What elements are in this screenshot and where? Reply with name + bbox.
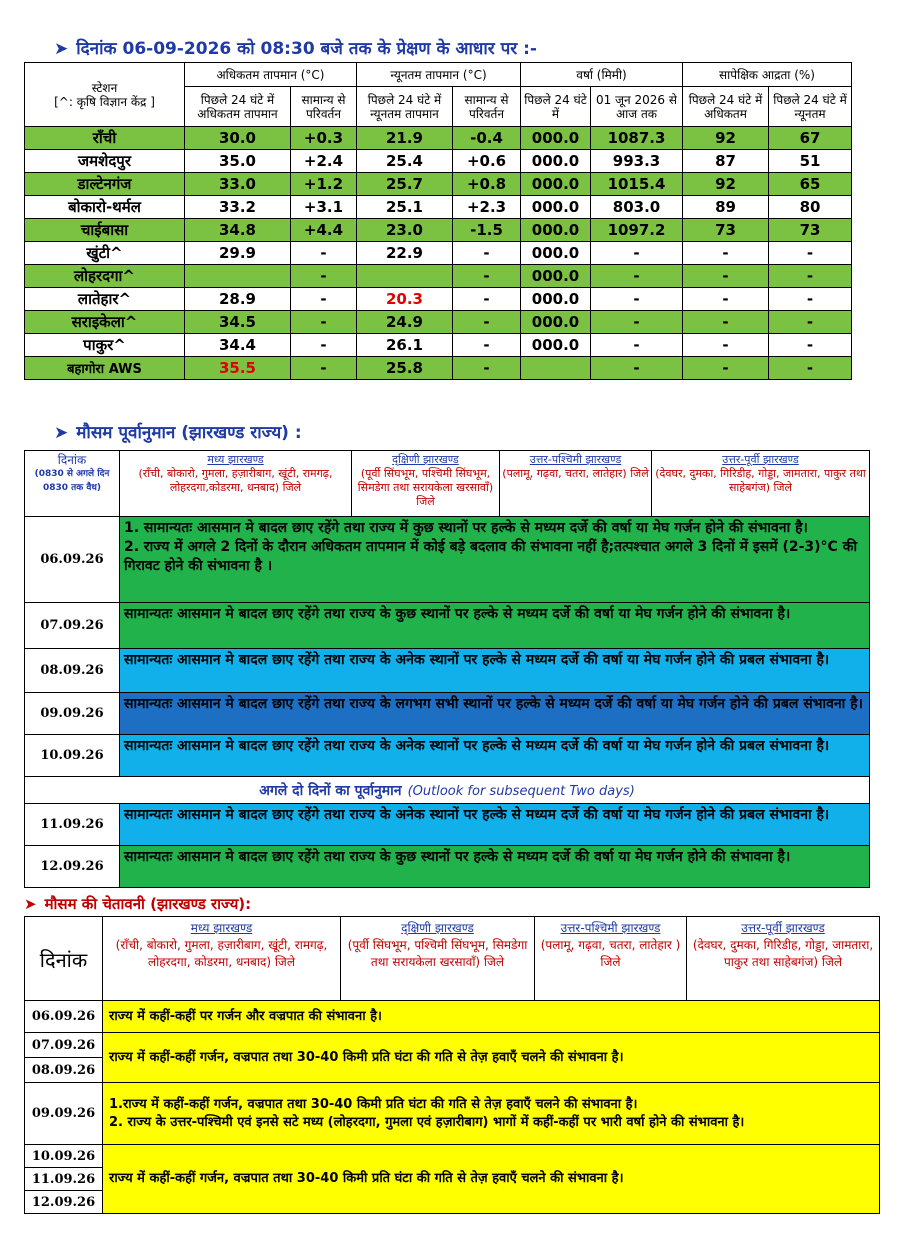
obs-value: - [291, 357, 357, 380]
obs-value: 000.0 [521, 150, 591, 173]
subhead: पिछले 24 घंटे में [521, 87, 591, 127]
station-row [25, 173, 852, 196]
subhead: 01 जून 2026 से आज तक [591, 87, 683, 127]
obs-value: 33.2 [185, 196, 291, 219]
warning-text: राज्य में कहीं-कहीं गर्जन, वज्रपात तथा 30-40 किमी प्रति घंटा की गति से तेज़ हवाएँ चलने की संभावना है। [103, 1145, 880, 1214]
warning-date: 07.09.26 [25, 1033, 103, 1058]
rain-group: वर्षा (मिमी) [521, 63, 683, 87]
forecast-text: सामान्यतः आसमान मे बादल छाए रहेंगे तथा राज्य के अनेक स्थानों पर हल्के से मध्यम दर्जे की वर्षा या मेघ गर्जन होने की प्रबल संभावना है। [120, 649, 870, 693]
obs-value: - [769, 242, 852, 265]
obs-value: - [683, 334, 769, 357]
obs-value: - [591, 242, 683, 265]
obs-value: - [453, 357, 521, 380]
obs-value: 000.0 [521, 173, 591, 196]
warn-region-central: मध्य झारखण्ड (राँची, बोकारो, गुमला, हज़ारीबाग, खूंटी, रामगढ़, लोहरदगा, कोडरमा, धनबाद) जिले [103, 917, 341, 1001]
arrow-bullet-icon: ➤ [54, 423, 69, 443]
warn-region-south: द्क्षिणी झारखण्ड (पूर्वी सिंघभूम, पश्चिमी सिंघभूम, सिमडेगा तथा सरायकेला खरसावाँ) जिले [341, 917, 535, 1001]
obs-value: +2.3 [453, 196, 521, 219]
region-central: मध्य झारखण्ड (राँची, बोकारो, गुमला, हज़ारीबाग, खूंटी, रामगढ़, लोहरदगा,कोडरमा, धनबाद) जिले [120, 451, 352, 517]
obs-value: 67 [769, 127, 852, 150]
station-name: सराइकेला^ [25, 311, 185, 334]
subhead: पिछले 24 घंटे में अधिकतम तापमान [185, 87, 291, 127]
obs-value: 80 [769, 196, 852, 219]
obs-value: 29.9 [185, 242, 291, 265]
observation-table [24, 62, 852, 380]
warning-date: 06.09.26 [25, 1001, 103, 1033]
obs-value: 25.7 [357, 173, 453, 196]
station-row [25, 219, 852, 242]
obs-value: - [291, 242, 357, 265]
obs-value: 1015.4 [591, 173, 683, 196]
obs-value: 000.0 [521, 265, 591, 288]
obs-value: - [769, 265, 852, 288]
warning-text: 1.राज्य में कहीं-कहीं गर्जन, वज्रपात तथा 30-40 किमी प्रति घंटा की गति से तेज़ हवाएँ चलने की संभावना है। 2. राज्य के उत्तर-पश्चिमी एवं इनसे सटे मध्य (लोहरदगा, गुमला एवं हज़ारीबाग) भागों में कहीं-कहीं पर भारी वर्षा होने की संभावना है। [103, 1083, 880, 1145]
region-south: द्क्षिणी झारखण्ड (पूर्वी सिंघभूम, पश्चिमी सिंघभूम, सिमडेगा तथा सरायकेला खरसावाँ) जिले [352, 451, 500, 517]
arrow-bullet-icon: ➤ [54, 39, 69, 59]
obs-value: +1.2 [291, 173, 357, 196]
subhead: पिछले 24 घंटे में अधिकतम [683, 87, 769, 127]
obs-value: - [453, 265, 521, 288]
obs-value: 89 [683, 196, 769, 219]
obs-value: 803.0 [591, 196, 683, 219]
obs-value: - [453, 242, 521, 265]
obs-value: - [683, 357, 769, 380]
station-row [25, 196, 852, 219]
warning-date: 12.09.26 [25, 1191, 103, 1214]
forecast-date-header: दिनांक (0830 से अगले दिन 0830 तक वैध) [25, 451, 120, 517]
obs-value: - [591, 357, 683, 380]
station-header: स्टेशन [^: कृषि विज्ञान केंद्र ] [25, 63, 185, 127]
warning-heading [24, 894, 251, 914]
region-north-east: उत्तर-पूर्वी झारखण्ड (देवघर, दुमका, गिरिडीह, गोड्डा, जामतारा, पाकुर तथा साहेबगंज) जिले [652, 451, 870, 517]
obs-value: - [291, 265, 357, 288]
obs-value: 92 [683, 173, 769, 196]
obs-value: 33.0 [185, 173, 291, 196]
station-row [25, 311, 852, 334]
obs-value: 35.0 [185, 150, 291, 173]
obs-value: 28.9 [185, 288, 291, 311]
warn-region-north-east: उत्तर-पूर्वी झारखण्ड (देवघर, दुमका, गिरिडीह, गोड्डा, जामतारा, पाकुर तथा साहेबगंज) जिले [687, 917, 880, 1001]
forecast-text: सामान्यतः आसमान मे बादल छाए रहेंगे तथा राज्य के अनेक स्थानों पर हल्के से मध्यम दर्जे की वर्षा या मेघ गर्जन होने की प्रबल संभावना है। [120, 804, 870, 846]
forecast-date: 12.09.26 [25, 846, 120, 888]
humidity-group: सापेक्षिक आद्रता (%) [683, 63, 852, 87]
obs-value: 21.9 [357, 127, 453, 150]
obs-value: +0.8 [453, 173, 521, 196]
subhead: पिछले 24 घंटे में न्यूनतम तापमान [357, 87, 453, 127]
obs-value: 65 [769, 173, 852, 196]
forecast-text: सामान्यतः आसमान मे बादल छाए रहेंगे तथा राज्य के लगभग सभी स्थानों पर हल्के से मध्यम दर्जे की वर्षा या मेघ गर्जन होने की प्रबल संभावना है। [120, 693, 870, 735]
station-name: लोहरदगा^ [25, 265, 185, 288]
subhead: पिछले 24 घंटे में न्यूनतम [769, 87, 852, 127]
observation-heading [54, 36, 537, 59]
obs-value: 30.0 [185, 127, 291, 150]
subhead: सामान्य से परिवर्तन [453, 87, 521, 127]
warning-date: 09.09.26 [25, 1083, 103, 1145]
obs-value: 993.3 [591, 150, 683, 173]
obs-value: +2.4 [291, 150, 357, 173]
forecast-date: 11.09.26 [25, 804, 120, 846]
obs-value: +4.4 [291, 219, 357, 242]
obs-value: 000.0 [521, 288, 591, 311]
station-name: लातेहार^ [25, 288, 185, 311]
obs-value: - [291, 311, 357, 334]
obs-value: 73 [769, 219, 852, 242]
obs-value: +0.6 [453, 150, 521, 173]
obs-value: +3.1 [291, 196, 357, 219]
warning-text: राज्य में कहीं-कहीं पर गर्जन और वज्रपात की संभावना है। [103, 1001, 880, 1033]
obs-value: - [591, 311, 683, 334]
warning-date-header: दिनांक [25, 917, 103, 1001]
obs-value: 34.8 [185, 219, 291, 242]
forecast-text: 1. सामान्यतः आसमान मे बादल छाए रहेंगे तथा राज्य में कुछ स्थानों पर हल्के से मध्यम दर्जे की वर्षा या मेघ गर्जन होने की संभावना है। 2. राज्य में अगले 2 दिनों के दौरान अधिकतम तापमान में कोई बड़े बदलाव की संभावना नहीं है;तत्पश्चात अगले 3 दिनों में इसमें (2-3)°C की गिरावट होने की संभावना है । [120, 517, 870, 603]
obs-value: 000.0 [521, 196, 591, 219]
warning-table [24, 916, 880, 1214]
obs-value: - [769, 334, 852, 357]
obs-value: 25.4 [357, 150, 453, 173]
outlook-heading: अगले दो दिनों का पूर्वानुमान (Outlook for subsequent Two days) [25, 777, 870, 804]
obs-value: 000.0 [521, 127, 591, 150]
max-temp-group: अधिकतम तापमान (°C) [185, 63, 357, 87]
obs-value: - [591, 334, 683, 357]
obs-value: - [591, 265, 683, 288]
obs-value: 23.0 [357, 219, 453, 242]
obs-value: 25.1 [357, 196, 453, 219]
forecast-heading [54, 420, 302, 443]
obs-value: 22.9 [357, 242, 453, 265]
forecast-date: 07.09.26 [25, 603, 120, 649]
obs-value [185, 265, 291, 288]
forecast-date: 10.09.26 [25, 735, 120, 777]
obs-value: - [591, 288, 683, 311]
forecast-text: सामान्यतः आसमान मे बादल छाए रहेंगे तथा राज्य के कुछ स्थानों पर हल्के से मध्यम दर्जे की वर्षा या मेघ गर्जन होने की संभावना है। [120, 603, 870, 649]
station-row [25, 334, 852, 357]
station-name: बोकारो-थर्मल [25, 196, 185, 219]
obs-value: - [769, 357, 852, 380]
station-row [25, 127, 852, 150]
region-north-west: उत्तर-पश्चिमी झारखण्ड (पलामू, गढ़वा, चतरा, लातेहार) जिले [500, 451, 652, 517]
warn-region-north-west: उत्तर-पश्चिमी झारखण्ड (पलामू, गढ़वा, चतरा, लातेहार ) जिले [535, 917, 687, 1001]
obs-value: 1087.3 [591, 127, 683, 150]
obs-value: 1097.2 [591, 219, 683, 242]
obs-value: 51 [769, 150, 852, 173]
obs-value: 35.5 [185, 357, 291, 380]
obs-value: 000.0 [521, 334, 591, 357]
obs-value: 34.5 [185, 311, 291, 334]
forecast-text: सामान्यतः आसमान मे बादल छाए रहेंगे तथा राज्य के अनेक स्थानों पर हल्के से मध्यम दर्जे की वर्षा या मेघ गर्जन होने की प्रबल संभावना है। [120, 735, 870, 777]
obs-value: 20.3 [357, 288, 453, 311]
station-row [25, 150, 852, 173]
obs-value: 34.4 [185, 334, 291, 357]
station-row [25, 242, 852, 265]
warning-text: राज्य में कहीं-कहीं गर्जन, वज्रपात तथा 30-40 किमी प्रति घंटा की गति से तेज़ हवाएँ चलने की संभावना है। [103, 1033, 880, 1083]
obs-value: 26.1 [357, 334, 453, 357]
obs-value: 24.9 [357, 311, 453, 334]
obs-value: 73 [683, 219, 769, 242]
obs-value: -0.4 [453, 127, 521, 150]
obs-value: 87 [683, 150, 769, 173]
obs-value: 000.0 [521, 219, 591, 242]
warning-title: मौसम की चेतावनी (झारखण्ड राज्य): [44, 895, 252, 913]
obs-value: - [291, 288, 357, 311]
obs-value [357, 265, 453, 288]
forecast-title: मौसम पूर्वानुमान (झारखण्ड राज्य) : [76, 423, 302, 443]
station-row [25, 357, 852, 380]
obs-value: +0.3 [291, 127, 357, 150]
forecast-date: 08.09.26 [25, 649, 120, 693]
obs-value: 92 [683, 127, 769, 150]
obs-value: - [683, 288, 769, 311]
station-name: पाकुर^ [25, 334, 185, 357]
obs-value: 25.8 [357, 357, 453, 380]
station-name: चाईबासा [25, 219, 185, 242]
station-row [25, 265, 852, 288]
forecast-date: 06.09.26 [25, 517, 120, 603]
min-temp-group: न्यूनतम तापमान (°C) [357, 63, 521, 87]
warning-date: 10.09.26 [25, 1145, 103, 1168]
station-row [25, 288, 852, 311]
subhead: सामान्य से परिवर्तन [291, 87, 357, 127]
arrow-bullet-icon: ➤ [24, 895, 37, 913]
station-name: खुंटी^ [25, 242, 185, 265]
obs-value: - [769, 288, 852, 311]
obs-value [521, 357, 591, 380]
station-name: बहागोरा AWS [25, 357, 185, 380]
forecast-date: 09.09.26 [25, 693, 120, 735]
obs-value: - [683, 311, 769, 334]
obs-value: 000.0 [521, 242, 591, 265]
obs-value: - [453, 311, 521, 334]
obs-value: - [683, 265, 769, 288]
obs-value: 000.0 [521, 311, 591, 334]
station-name: डाल्टेनगंज [25, 173, 185, 196]
obs-value: - [769, 311, 852, 334]
observation-title: दिनांक 06-09-2026 को 08:30 बजे तक के प्रेक्षण के आधार पर :- [76, 39, 537, 59]
obs-value: - [291, 334, 357, 357]
forecast-table [24, 450, 870, 888]
station-name: राँची [25, 127, 185, 150]
obs-value: -1.5 [453, 219, 521, 242]
warning-date: 08.09.26 [25, 1058, 103, 1083]
obs-value: - [683, 242, 769, 265]
warning-date: 11.09.26 [25, 1168, 103, 1191]
obs-value: - [453, 288, 521, 311]
forecast-text: सामान्यतः आसमान मे बादल छाए रहेंगे तथा राज्य के कुछ स्थानों पर हल्के से मध्यम दर्जे की वर्षा या मेघ गर्जन होने की संभावना है। [120, 846, 870, 888]
station-name: जमशेदपुर [25, 150, 185, 173]
obs-value: - [453, 334, 521, 357]
